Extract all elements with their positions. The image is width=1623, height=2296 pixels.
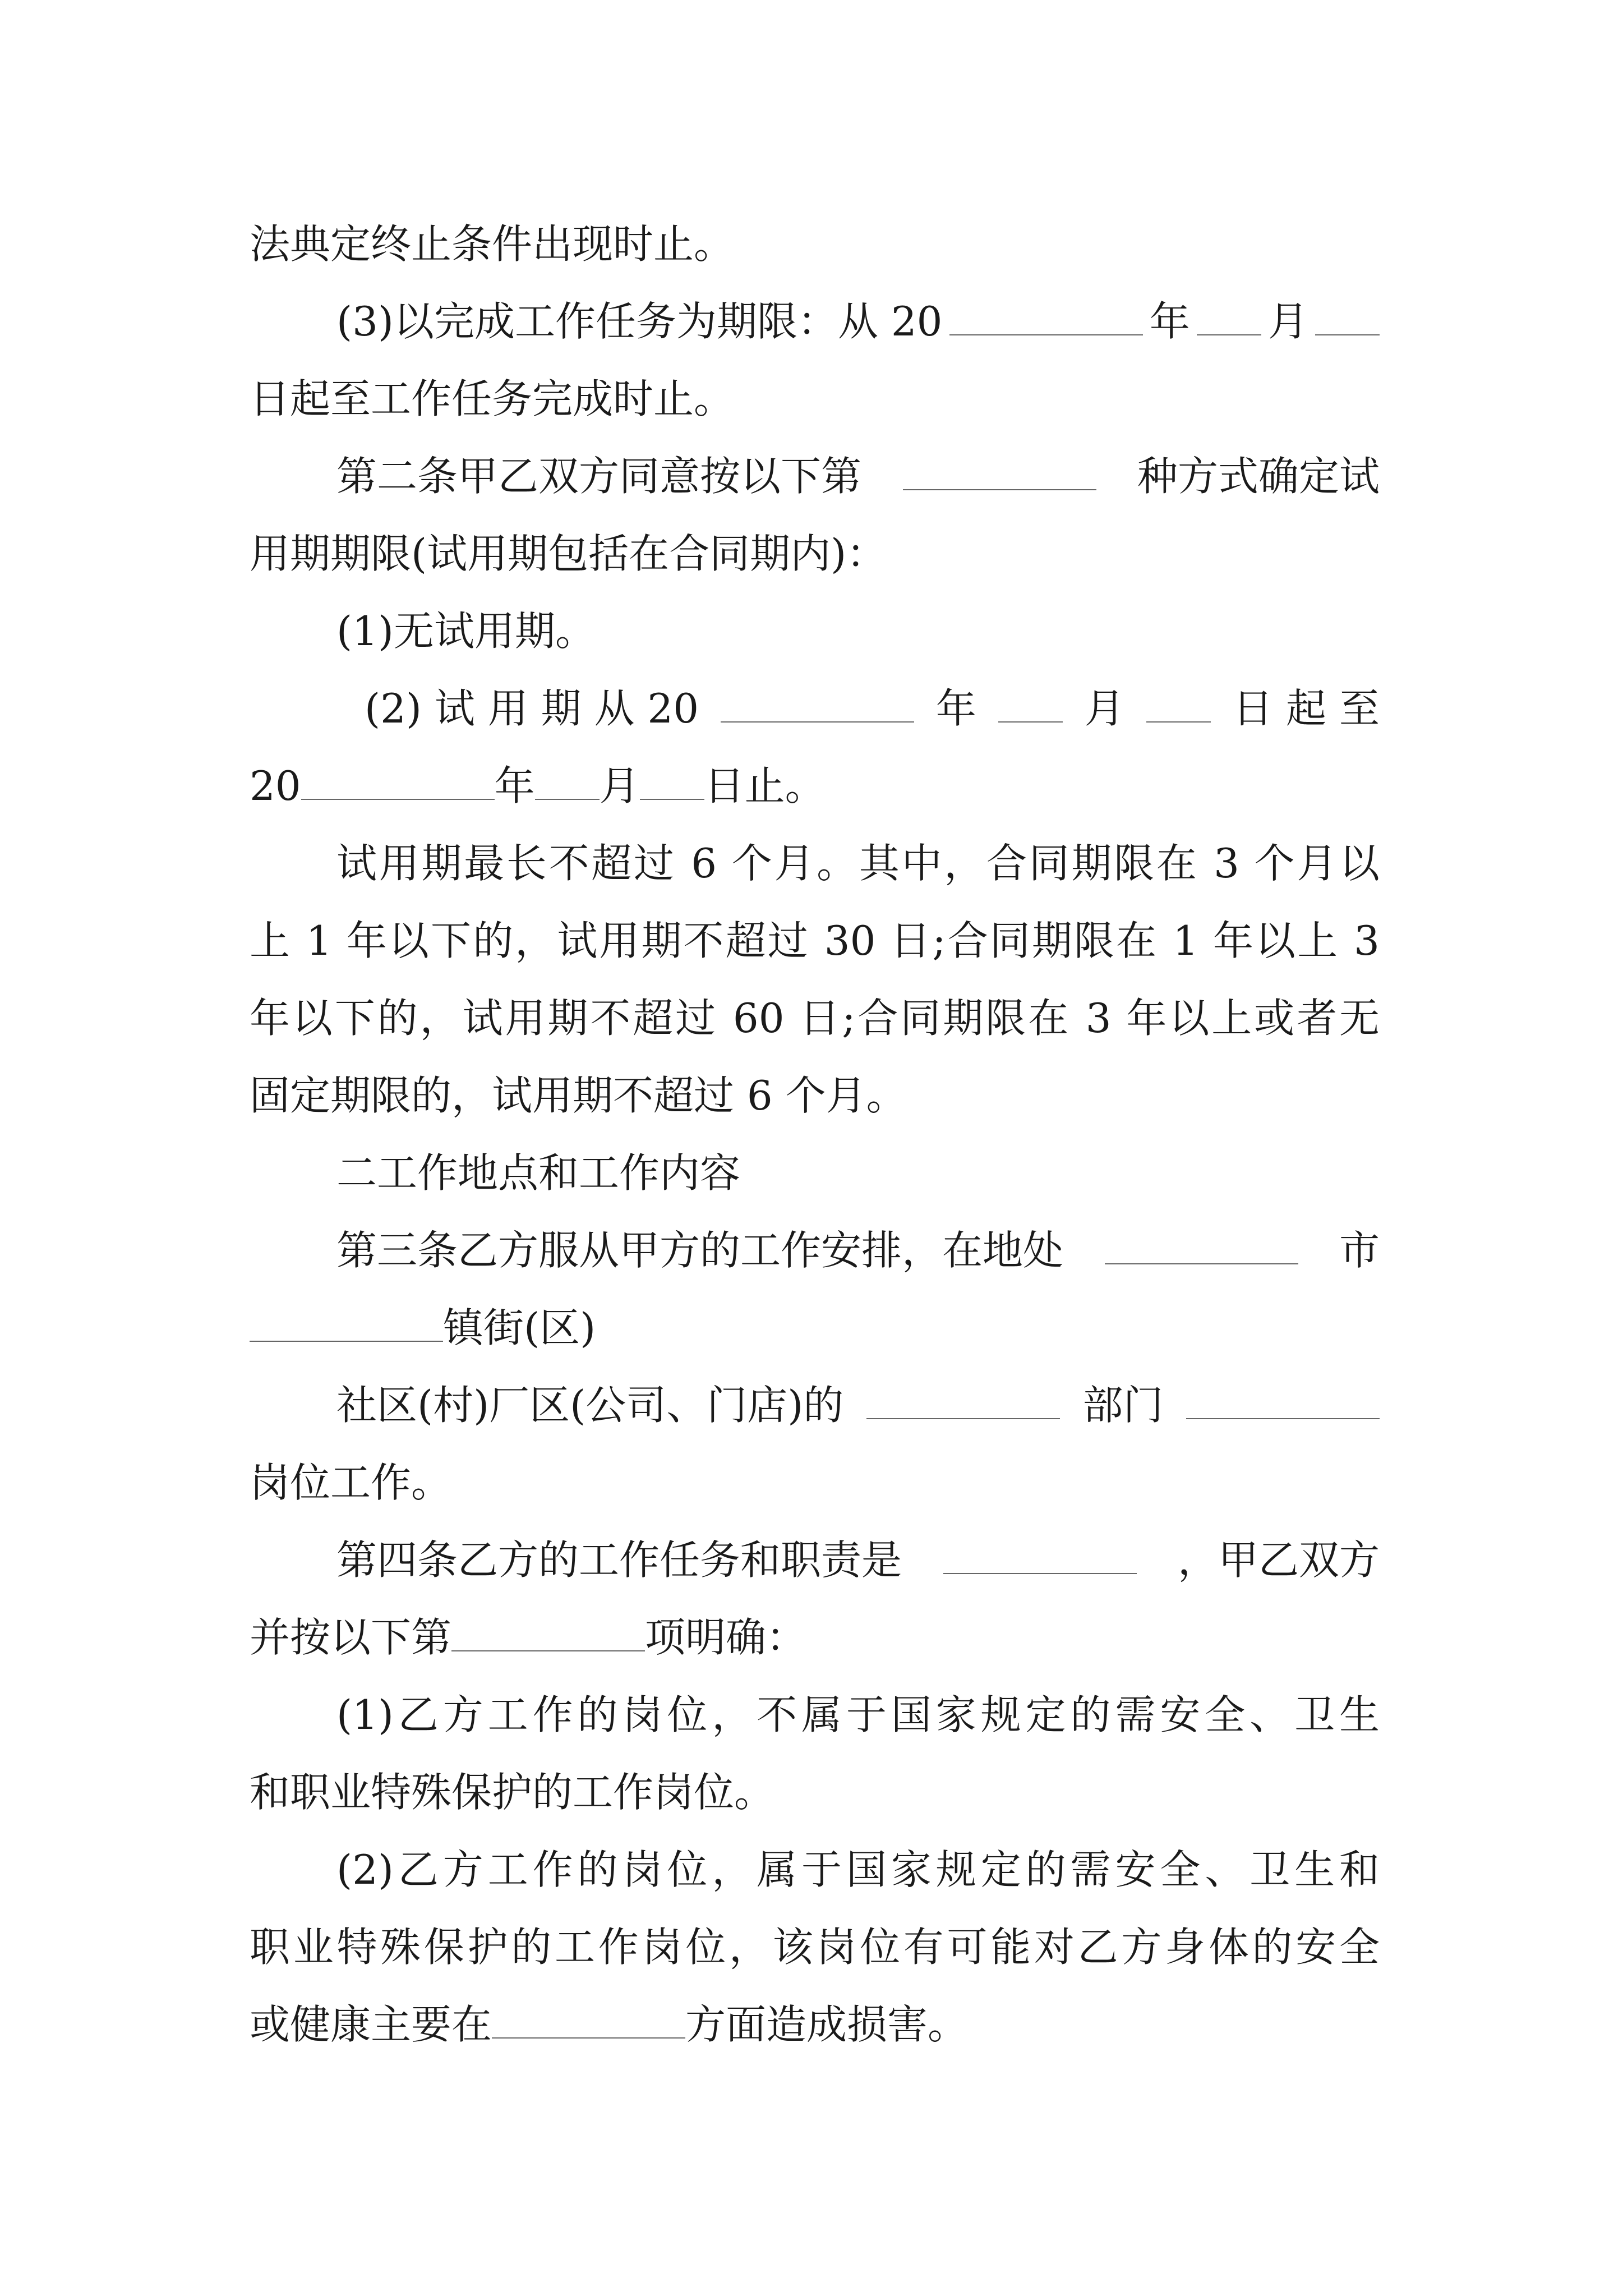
blank-field-position[interactable] <box>1186 1383 1380 1419</box>
text-span: 法典定终止条件出现时止。 <box>250 220 735 268</box>
blank-field-year[interactable] <box>721 687 914 723</box>
text-span: 种方式确定试 <box>1137 453 1380 500</box>
paragraph-line <box>250 1607 1380 1668</box>
text-span: 市 <box>1339 1227 1380 1274</box>
text-span: 第四条乙方的工作任务和职责是 <box>336 1536 902 1584</box>
paragraph-line <box>250 755 1380 817</box>
text-span: 二工作地点和工作内容 <box>336 1149 741 1197</box>
text-span: 第二条甲乙双方同意按以下第 <box>336 453 862 500</box>
paragraph-line <box>250 987 1380 1049</box>
text-span: 方面造成损害。 <box>685 2001 969 2048</box>
paragraph-line <box>250 1065 1380 1126</box>
paragraph-line <box>250 910 1380 972</box>
text-span: 月 <box>599 762 640 809</box>
text-span: (2) 试 用 期 从 20 <box>365 685 699 732</box>
blank-field-method[interactable] <box>903 454 1096 490</box>
paragraph-line <box>336 445 1380 507</box>
section-heading <box>336 1142 1380 1204</box>
text-span: (3)以完成工作任务为期限：从 20 <box>336 298 943 345</box>
text-span: (2)乙方工作的岗位，属于国家规定的需安全、卫生和 <box>336 1846 1380 1893</box>
text-span: (1)无试用期。 <box>336 608 596 655</box>
paragraph-line <box>336 1839 1380 1901</box>
paragraph-line <box>336 1684 1380 1746</box>
paragraph-line <box>250 1994 1380 2055</box>
text-span: 上 1 年以下的，试用期不超过 30 日;合同期限在 1 年以上 3 <box>250 917 1380 964</box>
paragraph-line <box>336 1374 1380 1436</box>
text-span: 日起至工作任务完成时止。 <box>250 375 735 422</box>
blank-field-day[interactable] <box>1146 687 1211 723</box>
blank-field-harm-aspect[interactable] <box>492 2003 685 2039</box>
text-span: 或健康主要在 <box>250 2001 492 2048</box>
paragraph-line <box>336 600 1380 662</box>
blank-field-city[interactable] <box>1105 1228 1298 1264</box>
text-span: 月 <box>1267 298 1308 345</box>
paragraph-line <box>250 213 1380 275</box>
text-span: 固定期限的，试用期不超过 6 个月。 <box>250 1072 907 1119</box>
text-span: 年以下的，试用期不超过 60 日;合同期限在 3 年以上或者无 <box>250 995 1380 1042</box>
blank-field-item[interactable] <box>451 1616 645 1651</box>
blank-field-department[interactable] <box>866 1383 1060 1419</box>
text-span: 和职业特殊保护的工作岗位。 <box>250 1769 775 1816</box>
text-span: 项明确： <box>645 1614 807 1661</box>
text-span: 试用期最长不超过 6 个月。其中，合同期限在 3 个月以 <box>336 840 1380 887</box>
blank-field-day[interactable] <box>1315 300 1380 335</box>
text-span: 年 <box>935 685 976 732</box>
blank-field-year[interactable] <box>301 764 495 800</box>
paragraph-line <box>250 523 1380 585</box>
text-span: 日止。 <box>704 762 826 809</box>
paragraph-line <box>250 1297 1380 1359</box>
text-span: 月 <box>1084 685 1125 732</box>
blank-field-town[interactable] <box>250 1306 443 1342</box>
blank-field-duties[interactable] <box>943 1538 1137 1574</box>
blank-field-month[interactable] <box>1197 300 1261 335</box>
text-span: 并按以下第 <box>250 1614 452 1661</box>
blank-field-month[interactable] <box>998 687 1063 723</box>
paragraph-line <box>336 1529 1380 1591</box>
text-span: 社区(村)厂区(公司、门店)的 <box>336 1382 844 1429</box>
blank-field-month[interactable] <box>535 764 600 800</box>
text-span: 第三条乙方服从甲方的工作安排，在地处 <box>336 1227 1064 1274</box>
text-span: 镇街(区) <box>443 1304 596 1351</box>
paragraph-line <box>250 1452 1380 1513</box>
paragraph-line <box>250 1761 1380 1823</box>
paragraph-line <box>250 368 1380 430</box>
text-span: 用期期限(试用期包括在合同期内)： <box>250 530 887 577</box>
text-span: 部门 <box>1082 1382 1164 1429</box>
blank-field-day[interactable] <box>640 764 704 800</box>
text-span: 年 <box>494 762 535 809</box>
text-span: 日 起 至 <box>1233 685 1380 732</box>
paragraph-line <box>250 1916 1380 1978</box>
text-span: 职业特殊保护的工作岗位，该岗位有可能对乙方身体的安全 <box>250 1924 1380 1971</box>
paragraph-line <box>336 832 1380 894</box>
text-span: (1)乙方工作的岗位，不属于国家规定的需安全、卫生 <box>336 1691 1380 1738</box>
text-span: 年 <box>1149 298 1190 345</box>
paragraph-line <box>336 291 1380 352</box>
text-span: 20 <box>250 762 301 809</box>
text-span: 岗位工作。 <box>250 1459 452 1506</box>
paragraph-line <box>365 678 1380 739</box>
text-span: ，甲乙双方 <box>1177 1536 1380 1584</box>
paragraph-line <box>336 1220 1380 1281</box>
blank-field-year[interactable] <box>949 300 1143 335</box>
